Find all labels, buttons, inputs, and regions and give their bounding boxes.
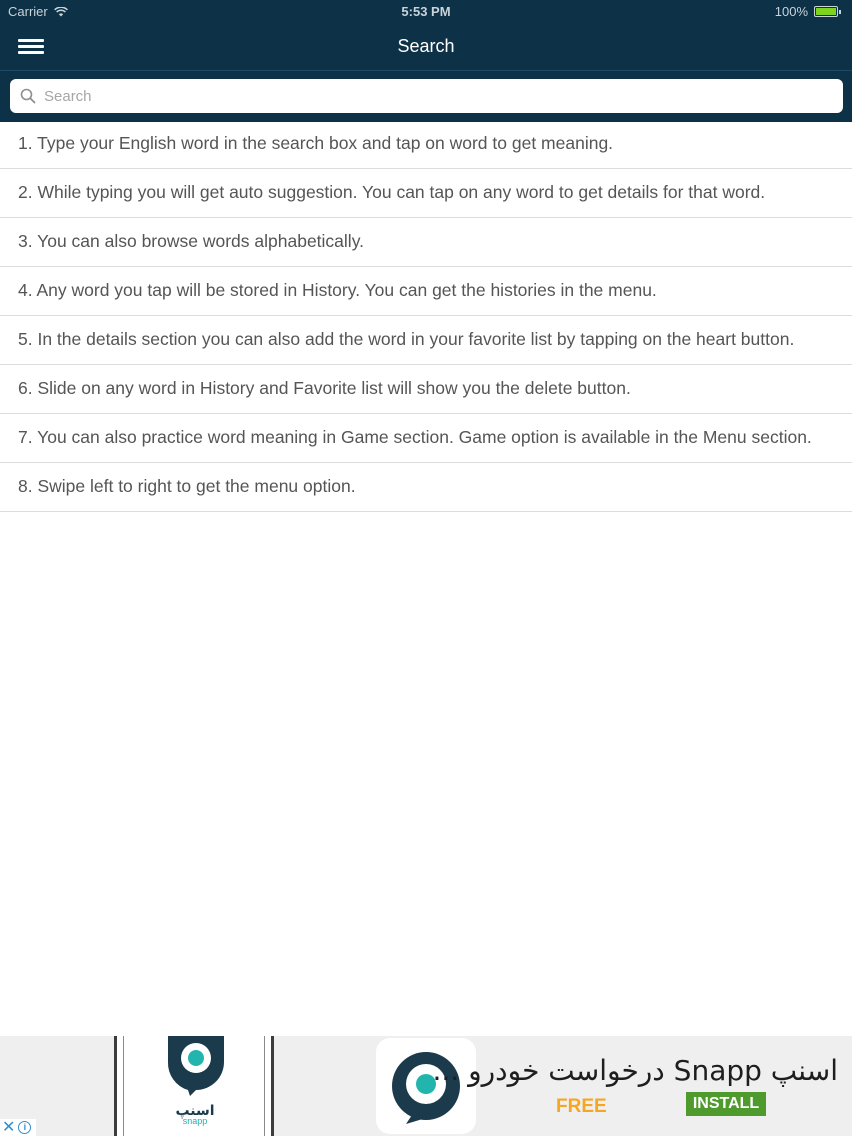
navbar	[0, 24, 852, 70]
info-icon[interactable]: i	[18, 1121, 31, 1134]
list-item[interactable]: 4. Any word you tap will be stored in History. You can get the histories in the menu.	[0, 267, 852, 316]
ad-banner[interactable]	[0, 1036, 852, 1136]
search-bar[interactable]	[10, 79, 843, 113]
page-title: Search	[397, 36, 455, 56]
battery-icon	[814, 6, 838, 17]
list-item[interactable]: 7. You can also practice word meaning in Game section. Game option is available in the Menu section.	[0, 414, 852, 463]
ad-choices[interactable]	[0, 1119, 36, 1136]
snapp-logo-icon	[166, 1036, 226, 1098]
instructions-list	[0, 120, 852, 512]
ad-title[interactable]: اسنپ Snapp درخواست خودرو ...	[432, 1054, 838, 1087]
status-right	[775, 4, 838, 19]
battery-fill	[816, 8, 836, 15]
ad-brand-logo-text: اسنپ	[175, 1102, 215, 1118]
search-icon	[20, 88, 36, 104]
list-item[interactable]: 5. In the details section you can also add the word in your favorite list by tapping on the heart button.	[0, 316, 852, 365]
search-input[interactable]	[44, 88, 824, 105]
ad-brand-panel[interactable]	[114, 1036, 274, 1136]
list-item[interactable]: 2. While typing you will get auto suggestion. You can tap on any word to get details for that word.	[0, 169, 852, 218]
ad-free-label: FREE	[556, 1096, 607, 1117]
nav-divider	[0, 70, 852, 71]
carrier-label: Carrier	[8, 4, 48, 19]
list-item[interactable]: 6. Slide on any word in History and Favorite list will show you the delete button.	[0, 365, 852, 414]
top-bar	[0, 0, 852, 122]
battery-percent: 100%	[774, 4, 808, 19]
status-bar	[0, 0, 852, 24]
list-item[interactable]: 3. You can also browse words alphabetically.	[0, 218, 852, 267]
close-icon[interactable]: ✕	[2, 1118, 16, 1136]
ad-brand-logo-sub: snapp	[182, 1116, 208, 1126]
status-time: 5:53 PM	[401, 4, 451, 19]
ad-install-button[interactable]: INSTALL	[686, 1092, 766, 1116]
list-item[interactable]: 1. Type your English word in the search box and tap on word to get meaning.	[0, 120, 852, 169]
list-item[interactable]: 8. Swipe left to right to get the menu option.	[0, 463, 852, 512]
